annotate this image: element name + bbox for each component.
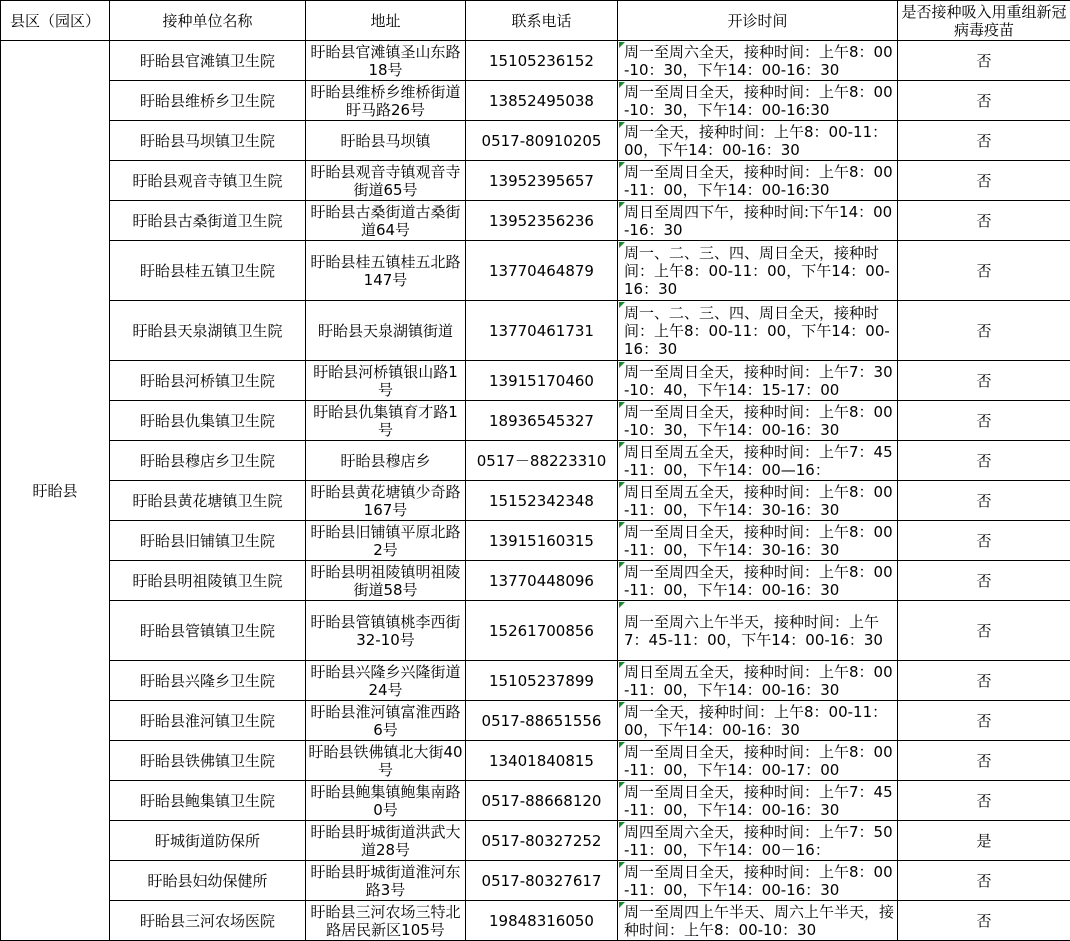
recombinant-cell: 否 [898,361,1070,401]
address-cell: 盱眙县维桥乡维桥街道盱马路26号 [306,81,466,121]
table-row [1,401,1070,441]
phone-cell: 13770464879 [466,241,618,301]
unit-cell: 盱眙县马坝镇卫生院 [110,121,306,161]
table-row [1,161,1070,201]
table-row [1,481,1070,521]
recombinant-cell: 否 [898,521,1070,561]
hours-cell: 周一、二、三、四、周日全天，接种时间：上午8：00-11：00，下午14：00-16：30 [618,301,898,361]
table-row [1,521,1070,561]
recombinant-cell: 是 [898,821,1070,861]
hours-cell: 周一至周四上午半天、周六上午半天，接种时间：上午8：00-10：30 [618,901,898,941]
header-row [1,1,1070,41]
table-row [1,781,1070,821]
address-cell: 盱眙县天泉湖镇街道 [306,301,466,361]
unit-cell: 盱眙县穆店乡卫生院 [110,441,306,481]
phone-cell: 13770461731 [466,301,618,361]
unit-cell: 盱城街道防保所 [110,821,306,861]
unit-cell: 盱眙县旧铺镇卫生院 [110,521,306,561]
address-cell: 盱眙县管镇镇桃李西街32-10号 [306,601,466,661]
table-row [1,241,1070,301]
recombinant-cell: 否 [898,561,1070,601]
recombinant-cell: 否 [898,601,1070,661]
county-cell: 盱眙县 [1,41,110,941]
address-cell: 盱眙县明祖陵镇明祖陵街道58号 [306,561,466,601]
hours-cell: 周一至周日全天，接种时间：上午8：00-11：00，下午14：00-16：30 [618,861,898,901]
unit-cell: 盱眙县河桥镇卫生院 [110,361,306,401]
hours-cell: 周日至周四下午，接种时间:下午14：00-16：30 [618,201,898,241]
phone-cell: 0517-80327617 [466,861,618,901]
hours-cell: 周一至周日全天，接种时间：上午8：00-10：30，下午14：00-16：30 [618,401,898,441]
hours-cell: 周一至周四全天，接种时间：上午8：00-11：00，下午14：00-16：30 [618,561,898,601]
unit-cell: 盱眙县古桑街道卫生院 [110,201,306,241]
unit-cell: 盱眙县观音寺镇卫生院 [110,161,306,201]
recombinant-cell: 否 [898,441,1070,481]
address-cell: 盱眙县盱城街道淮河东路3号 [306,861,466,901]
hours-cell: 周一至周日全天，接种时间：上午7：30-10：40，下午14：15-17：00 [618,361,898,401]
recombinant-cell: 否 [898,741,1070,781]
address-cell: 盱眙县官滩镇圣山东路18号 [306,41,466,81]
phone-cell: 15152342348 [466,481,618,521]
unit-cell: 盱眙县天泉湖镇卫生院 [110,301,306,361]
address-cell: 盱眙县桂五镇桂五北路147号 [306,241,466,301]
hours-cell: 周一、二、三、四、周日全天，接种时间：上午8：00-11：00，下午14：00-16：30 [618,241,898,301]
hours-cell: 周一全天，接种时间：上午8：00-11：00，下午14：00-16：30 [618,701,898,741]
unit-cell: 盱眙县三河农场医院 [110,901,306,941]
phone-cell: 13852495038 [466,81,618,121]
recombinant-cell: 否 [898,41,1070,81]
table-row [1,361,1070,401]
address-cell: 盱眙县仇集镇育才路1号 [306,401,466,441]
table-row [1,601,1070,661]
phone-cell: 15105236152 [466,41,618,81]
hours-cell: 周日至周五全天，接种时间：上午8：00-11：00，下午14：30-16：30 [618,481,898,521]
address-cell: 盱眙县穆店乡 [306,441,466,481]
phone-cell: 13952356236 [466,201,618,241]
unit-cell: 盱眙县管镇镇卫生院 [110,601,306,661]
hours-cell: 周一至周日全天，接种时间：上午8：00-11：00，下午14：30-16：30 [618,521,898,561]
table-row [1,901,1070,941]
phone-cell: 0517-80910205 [466,121,618,161]
table-row [1,661,1070,701]
table-row [1,561,1070,601]
phone-cell: 13915160315 [466,521,618,561]
recombinant-cell: 否 [898,901,1070,941]
recombinant-cell: 否 [898,201,1070,241]
unit-cell: 盱眙县淮河镇卫生院 [110,701,306,741]
unit-cell: 盱眙县维桥乡卫生院 [110,81,306,121]
header-unit: 接种单位名称 [110,1,306,41]
hours-cell: 周一至周六上午半天，接种时间：上午7：45-11：00，下午14：00-16：30 [618,601,898,661]
address-cell: 盱眙县河桥镇银山路1号 [306,361,466,401]
recombinant-cell: 否 [898,861,1070,901]
hours-cell: 周一全天，接种时间：上午8：00-11：00，下午14：00-16：30 [618,121,898,161]
header-recombinant: 是否接种吸入用重组新冠病毒疫苗 [898,1,1070,41]
unit-cell: 盱眙县明祖陵镇卫生院 [110,561,306,601]
hours-cell: 周四至周六全天，接种时间：上午7：50-11：00，下午14：00－16： [618,821,898,861]
unit-cell: 盱眙县黄花塘镇卫生院 [110,481,306,521]
table-row [1,441,1070,481]
unit-cell: 盱眙县官滩镇卫生院 [110,41,306,81]
table-row [1,861,1070,901]
phone-cell: 13952395657 [466,161,618,201]
table-row [1,741,1070,781]
phone-cell: 13770448096 [466,561,618,601]
unit-cell: 盱眙县妇幼保健所 [110,861,306,901]
unit-cell: 盱眙县鲍集镇卫生院 [110,781,306,821]
recombinant-cell: 否 [898,481,1070,521]
header-hours: 开诊时间 [618,1,898,41]
table-row [1,41,1070,81]
table-row [1,701,1070,741]
header-address: 地址 [306,1,466,41]
phone-cell: 19848316050 [466,901,618,941]
address-cell: 盱眙县古桑街道古桑街道64号 [306,201,466,241]
phone-cell: 18936545327 [466,401,618,441]
address-cell: 盱眙县黄花塘镇少奇路167号 [306,481,466,521]
recombinant-cell: 否 [898,81,1070,121]
address-cell: 盱眙县铁佛镇北大街40号 [306,741,466,781]
header-county: 县区（园区） [1,1,110,41]
recombinant-cell: 否 [898,121,1070,161]
phone-cell: 13401840815 [466,741,618,781]
phone-cell: 0517－88223310 [466,441,618,481]
phone-cell: 13915170460 [466,361,618,401]
recombinant-cell: 否 [898,661,1070,701]
table-row [1,821,1070,861]
table-row [1,201,1070,241]
phone-cell: 0517-88668120 [466,781,618,821]
address-cell: 盱眙县鲍集镇鲍集南路0号 [306,781,466,821]
address-cell: 盱眙县观音寺镇观音寺街道65号 [306,161,466,201]
hours-cell: 周日至周五全天，接种时间：上午8：00-11：00，下午14：00-16：30 [618,661,898,701]
address-cell: 盱眙县兴隆乡兴隆街道24号 [306,661,466,701]
hours-cell: 周日至周五全天，接种时间：上午7：45-11：00，下午14：00—16： [618,441,898,481]
recombinant-cell: 否 [898,401,1070,441]
recombinant-cell: 否 [898,701,1070,741]
address-cell: 盱眙县盱城街道洪武大道28号 [306,821,466,861]
unit-cell: 盱眙县兴隆乡卫生院 [110,661,306,701]
table-row [1,121,1070,161]
hours-cell: 周一至周六全天，接种时间：上午8：00-10：30，下午14：00-16：30 [618,41,898,81]
recombinant-cell: 否 [898,241,1070,301]
phone-cell: 0517-88651556 [466,701,618,741]
phone-cell: 0517-80327252 [466,821,618,861]
hours-cell: 周一至周日全天，接种时间：上午8：00-11：00，下午14：00-17：00 [618,741,898,781]
hours-cell: 周一至周日全天，接种时间：上午8：00-11：00，下午14：00-16:30 [618,161,898,201]
address-cell: 盱眙县马坝镇 [306,121,466,161]
address-cell: 盱眙县淮河镇富淮西路6号 [306,701,466,741]
hours-cell: 周一至周日全天，接种时间：上午8：00-10：30，下午14：00-16:30 [618,81,898,121]
unit-cell: 盱眙县桂五镇卫生院 [110,241,306,301]
address-cell: 盱眙县三河农场三特北路居民新区105号 [306,901,466,941]
recombinant-cell: 否 [898,301,1070,361]
phone-cell: 15105237899 [466,661,618,701]
recombinant-cell: 否 [898,781,1070,821]
table-row [1,301,1070,361]
recombinant-cell: 否 [898,161,1070,201]
hours-cell: 周一至周日全天，接种时间：上午7：45-11：00，下午14：00-16：30 [618,781,898,821]
address-cell: 盱眙县旧铺镇平原北路2号 [306,521,466,561]
unit-cell: 盱眙县仇集镇卫生院 [110,401,306,441]
header-phone: 联系电话 [466,1,618,41]
phone-cell: 15261700856 [466,601,618,661]
table-row [1,81,1070,121]
unit-cell: 盱眙县铁佛镇卫生院 [110,741,306,781]
